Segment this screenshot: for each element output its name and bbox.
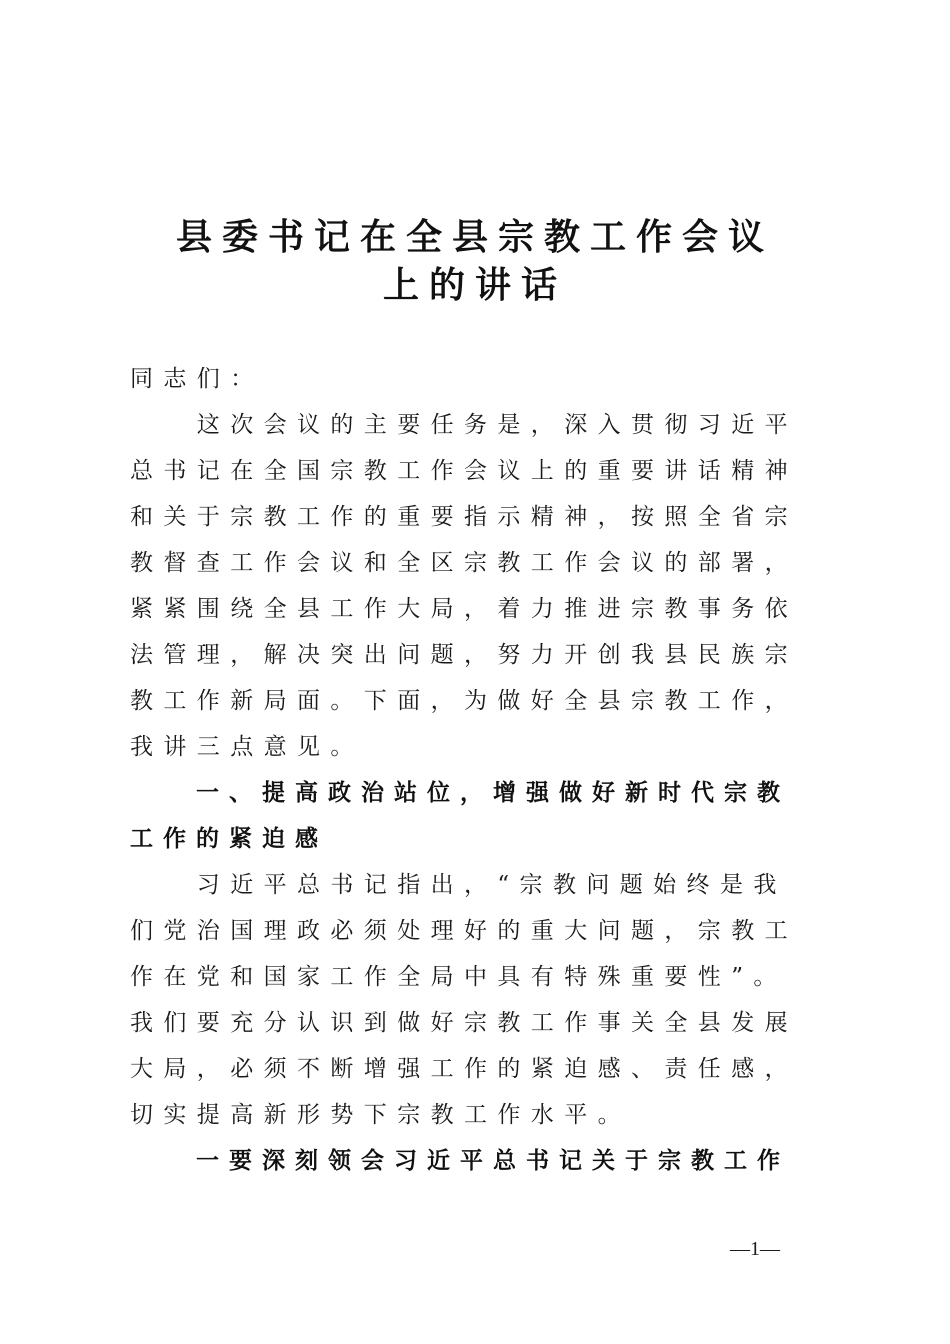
paragraph-line: 切实提高新形势下宗教工作水平。 <box>130 1102 631 1128</box>
document-title-line-2: 上的讲话 <box>382 264 567 306</box>
paragraph-line: 们党治国理政必须处理好的重大问题，宗教工 <box>130 918 798 944</box>
salutation: 同志们： <box>130 366 264 392</box>
paragraph-line: 大局，必须不断增强工作的紧迫感、责任感， <box>130 1056 798 1082</box>
section-heading-line: 一、提高政治站位，增强做好新时代宗教 <box>130 780 790 806</box>
paragraph-line: 我们要充分认识到做好宗教工作事关全县发展 <box>130 1010 798 1036</box>
paragraph-line: 习近平总书记指出，“宗教问题始终是我 <box>130 872 787 898</box>
paragraph-line: 法管理，解决突出问题，努力开创我县民族宗 <box>130 642 798 668</box>
paragraph-line: 总书记在全国宗教工作会议上的重要讲话精神 <box>130 458 798 484</box>
paragraph-line: 紧紧围绕全县工作大局，着力推进宗教事务依 <box>130 596 798 622</box>
paragraph-line: 作在党和国家工作全局中具有特殊重要性”。 <box>130 964 787 990</box>
paragraph-line: 我讲三点意见。 <box>130 734 364 760</box>
paragraph-line: 和关于宗教工作的重要指示精神，按照全省宗 <box>130 504 798 530</box>
section-heading-line: 工作的紧迫感 <box>130 826 328 852</box>
subsection-heading-line: 一要深刻领会习近平总书记关于宗教工作 <box>130 1148 790 1174</box>
paragraph-line: 教督查工作会议和全区宗教工作会议的部署， <box>130 550 798 576</box>
page-number: —1— <box>730 1238 780 1260</box>
paragraph-line: 教工作新局面。下面，为做好全县宗教工作， <box>130 688 798 714</box>
paragraph-line: 这次会议的主要任务是，深入贯彻习近平 <box>130 412 798 438</box>
document-title-line-1: 县委书记在全县宗教工作会议 <box>175 216 774 258</box>
